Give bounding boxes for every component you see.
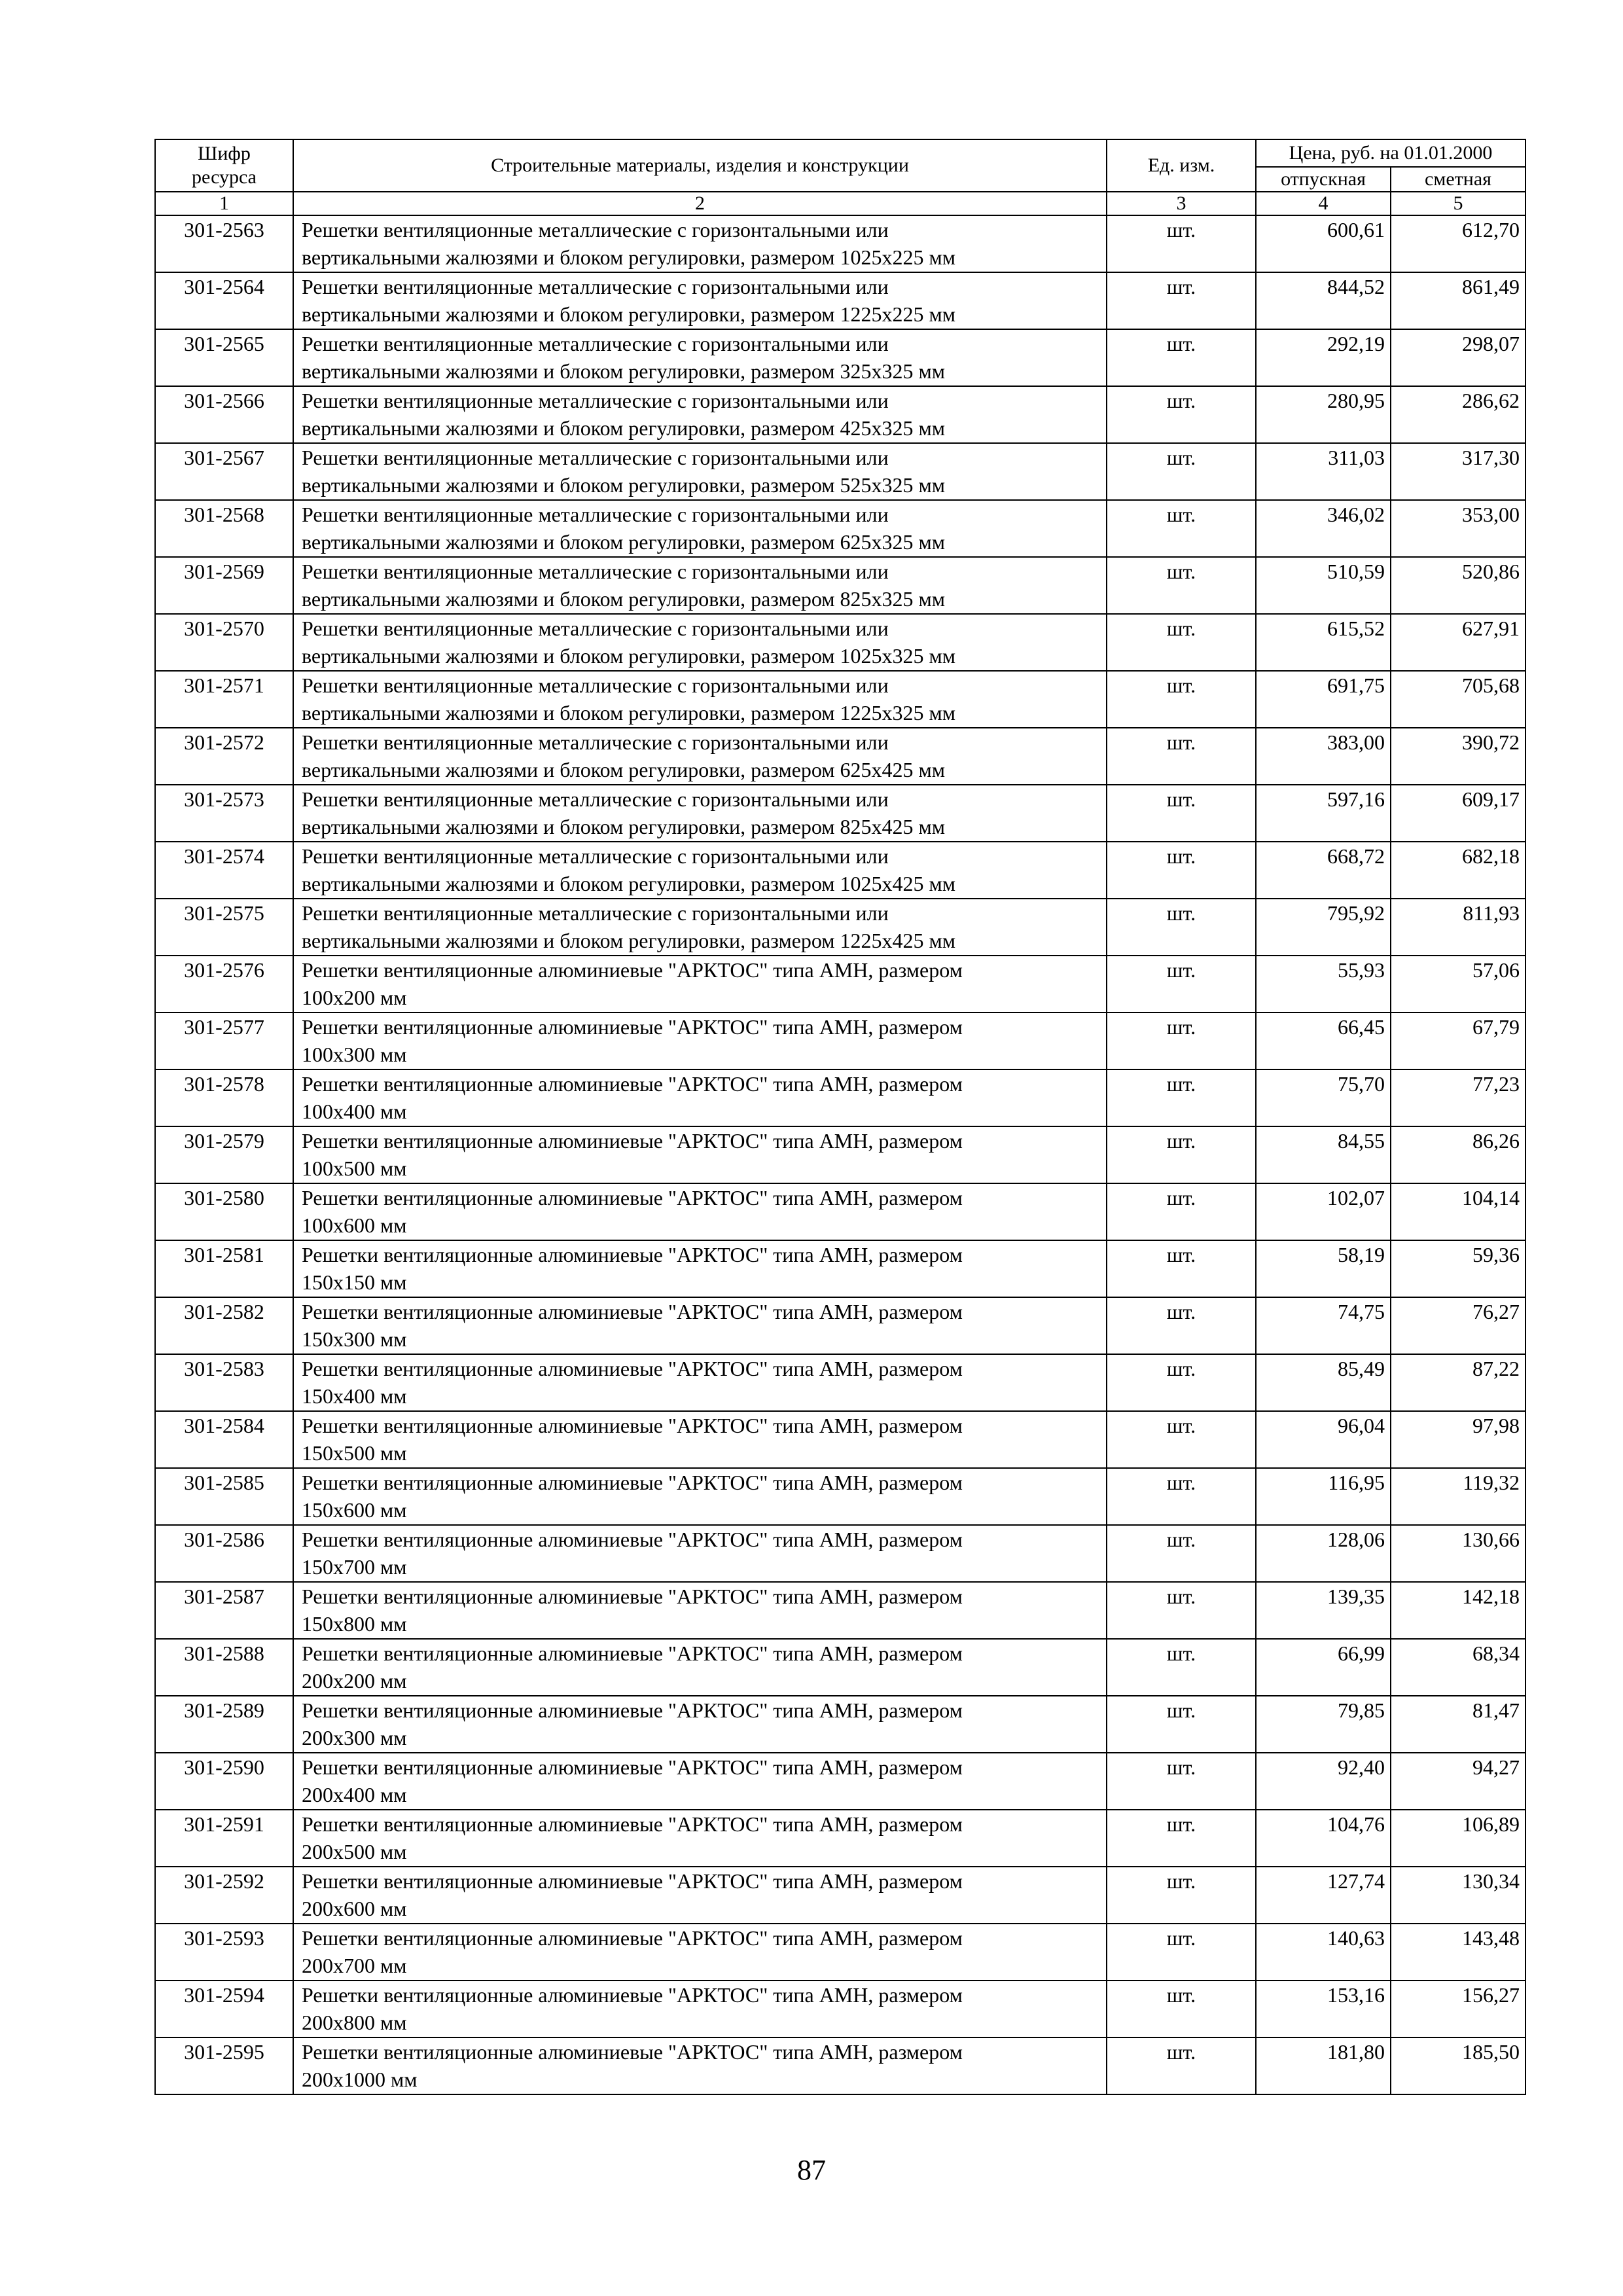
description-line-2: 100х600 мм	[302, 1213, 407, 1237]
unit-of-measure: шт.	[1107, 272, 1256, 329]
estimate-price: 185,50	[1391, 2037, 1525, 2094]
resource-code: 301-2566	[155, 386, 293, 443]
unit-of-measure: шт.	[1107, 443, 1256, 500]
table-row	[155, 899, 1525, 956]
description-line-2: 150х800 мм	[302, 1612, 407, 1636]
description-line-2: вертикальными жалюзями и блоком регулировки, размером 825х325 мм	[302, 587, 946, 611]
table-row	[155, 1696, 1525, 1753]
unit-of-measure: шт.	[1107, 1354, 1256, 1411]
unit-of-measure: шт.	[1107, 1582, 1256, 1639]
material-description	[293, 671, 1107, 728]
unit-of-measure: шт.	[1107, 728, 1256, 785]
description-line-2: вертикальными жалюзями и блоком регулировки, размером 1225х325 мм	[302, 701, 956, 725]
description-line-2: 150х600 мм	[302, 1498, 407, 1522]
description-line-1: Решетки вентиляционные алюминиевые "АРКТОС" типа АМН, размером	[302, 1015, 963, 1039]
unit-of-measure: шт.	[1107, 1867, 1256, 1924]
description-line-1: Решетки вентиляционные алюминиевые "АРКТОС" типа АМН, размером	[302, 1186, 963, 1210]
material-description	[293, 1183, 1107, 1240]
wholesale-price: 128,06	[1256, 1525, 1391, 1582]
unit-of-measure: шт.	[1107, 1696, 1256, 1753]
material-description	[293, 1240, 1107, 1297]
table-row	[155, 1468, 1525, 1525]
material-description	[293, 386, 1107, 443]
resource-code: 301-2567	[155, 443, 293, 500]
wholesale-price: 58,19	[1256, 1240, 1391, 1297]
resource-code: 301-2582	[155, 1297, 293, 1354]
table-row	[155, 1924, 1525, 1981]
table-row	[155, 1411, 1525, 1468]
description-line-1: Решетки вентиляционные алюминиевые "АРКТОС" типа АМН, размером	[302, 1072, 963, 1096]
material-description	[293, 1468, 1107, 1525]
unit-of-measure: шт.	[1107, 1183, 1256, 1240]
description-line-2: 150х700 мм	[302, 1555, 407, 1579]
description-line-1: Решетки вентиляционные алюминиевые "АРКТОС" типа АМН, размером	[302, 1300, 963, 1323]
wholesale-price: 795,92	[1256, 899, 1391, 956]
material-description	[293, 215, 1107, 272]
resource-code: 301-2581	[155, 1240, 293, 1297]
estimate-price: 57,06	[1391, 956, 1525, 1013]
estimate-price: 76,27	[1391, 1297, 1525, 1354]
resource-code: 301-2586	[155, 1525, 293, 1582]
column-number: 4	[1256, 192, 1391, 215]
description-line-2: вертикальными жалюзями и блоком регулировки, размером 1025х425 мм	[302, 872, 956, 895]
unit-of-measure: шт.	[1107, 842, 1256, 899]
table-row	[155, 1354, 1525, 1411]
unit-of-measure: шт.	[1107, 215, 1256, 272]
description-line-2: вертикальными жалюзями и блоком регулировки, размером 1225х425 мм	[302, 929, 956, 952]
table-row	[155, 1069, 1525, 1126]
resource-code: 301-2590	[155, 1753, 293, 1810]
resource-code: 301-2594	[155, 1981, 293, 2037]
header-estimate-price: сметная	[1391, 167, 1525, 192]
resource-code: 301-2571	[155, 671, 293, 728]
table-row	[155, 1297, 1525, 1354]
description-line-1: Решетки вентиляционные металлические с горизонтальными или	[302, 560, 889, 583]
column-number: 1	[155, 192, 293, 215]
table-row	[155, 671, 1525, 728]
description-line-2: 200х300 мм	[302, 1726, 407, 1749]
description-line-2: 200х800 мм	[302, 2011, 407, 2034]
description-line-1: Решетки вентиляционные металлические с горизонтальными или	[302, 901, 889, 925]
material-description	[293, 1753, 1107, 1810]
estimate-price: 520,86	[1391, 557, 1525, 614]
description-line-2: 200х200 мм	[302, 1669, 407, 1693]
estimate-price: 67,79	[1391, 1013, 1525, 1069]
description-line-1: Решетки вентиляционные металлические с горизонтальными или	[302, 617, 889, 640]
wholesale-price: 85,49	[1256, 1354, 1391, 1411]
wholesale-price: 127,74	[1256, 1867, 1391, 1924]
unit-of-measure: шт.	[1107, 386, 1256, 443]
estimate-price: 861,49	[1391, 272, 1525, 329]
unit-of-measure: шт.	[1107, 1468, 1256, 1525]
resource-code: 301-2584	[155, 1411, 293, 1468]
description-line-1: Решетки вентиляционные металлические с горизонтальными или	[302, 218, 889, 242]
estimate-price: 156,27	[1391, 1981, 1525, 2037]
description-line-1: Решетки вентиляционные металлические с горизонтальными или	[302, 446, 889, 469]
unit-of-measure: шт.	[1107, 2037, 1256, 2094]
resource-code: 301-2580	[155, 1183, 293, 1240]
description-line-2: вертикальными жалюзями и блоком регулировки, размером 625х325 мм	[302, 530, 946, 554]
unit-of-measure: шт.	[1107, 1013, 1256, 1069]
table-row	[155, 842, 1525, 899]
wholesale-price: 615,52	[1256, 614, 1391, 671]
unit-of-measure: шт.	[1107, 1810, 1256, 1867]
resource-code: 301-2574	[155, 842, 293, 899]
description-line-1: Решетки вентиляционные металлические с горизонтальными или	[302, 275, 889, 298]
description-line-1: Решетки вентиляционные алюминиевые "АРКТОС" типа АМН, размером	[302, 1641, 963, 1665]
description-line-1: Решетки вентиляционные алюминиевые "АРКТОС" типа АМН, размером	[302, 1471, 963, 1494]
description-line-2: 100х500 мм	[302, 1157, 407, 1180]
header-resource-code-line2: ресурса	[192, 166, 257, 188]
table-row	[155, 1013, 1525, 1069]
table-row	[155, 1126, 1525, 1183]
unit-of-measure: шт.	[1107, 1069, 1256, 1126]
estimate-price: 106,89	[1391, 1810, 1525, 1867]
unit-of-measure: шт.	[1107, 500, 1256, 557]
unit-of-measure: шт.	[1107, 1240, 1256, 1297]
material-description	[293, 1126, 1107, 1183]
resource-code: 301-2587	[155, 1582, 293, 1639]
material-description	[293, 1981, 1107, 2037]
resource-code: 301-2583	[155, 1354, 293, 1411]
wholesale-price: 597,16	[1256, 785, 1391, 842]
resource-code: 301-2576	[155, 956, 293, 1013]
description-line-2: 150х150 мм	[302, 1270, 407, 1294]
table-header	[155, 139, 1525, 215]
wholesale-price: 383,00	[1256, 728, 1391, 785]
description-line-2: вертикальными жалюзями и блоком регулировки, размером 425х325 мм	[302, 416, 946, 440]
resource-code: 301-2589	[155, 1696, 293, 1753]
estimate-price: 119,32	[1391, 1468, 1525, 1525]
description-line-1: Решетки вентиляционные алюминиевые "АРКТОС" типа АМН, размером	[302, 1129, 963, 1153]
table-row	[155, 1183, 1525, 1240]
description-line-1: Решетки вентиляционные металлические с горизонтальными или	[302, 673, 889, 697]
resource-code: 301-2588	[155, 1639, 293, 1696]
table-row	[155, 1810, 1525, 1867]
wholesale-price: 139,35	[1256, 1582, 1391, 1639]
table-row	[155, 728, 1525, 785]
material-description	[293, 785, 1107, 842]
wholesale-price: 311,03	[1256, 443, 1391, 500]
wholesale-price: 844,52	[1256, 272, 1391, 329]
description-line-2: вертикальными жалюзями и блоком регулировки, размером 1225х225 мм	[302, 302, 956, 326]
table-body	[155, 215, 1525, 2094]
material-description	[293, 1411, 1107, 1468]
resource-code: 301-2569	[155, 557, 293, 614]
header-resource-code	[155, 139, 293, 192]
estimate-price: 97,98	[1391, 1411, 1525, 1468]
table-row	[155, 1981, 1525, 2037]
resource-code: 301-2578	[155, 1069, 293, 1126]
wholesale-price: 66,99	[1256, 1639, 1391, 1696]
material-description	[293, 1696, 1107, 1753]
wholesale-price: 96,04	[1256, 1411, 1391, 1468]
wholesale-price: 292,19	[1256, 329, 1391, 386]
price-table	[154, 139, 1526, 2095]
description-line-2: 200х600 мм	[302, 1897, 407, 1920]
unit-of-measure: шт.	[1107, 1126, 1256, 1183]
material-description	[293, 2037, 1107, 2094]
unit-of-measure: шт.	[1107, 1525, 1256, 1582]
wholesale-price: 510,59	[1256, 557, 1391, 614]
resource-code: 301-2575	[155, 899, 293, 956]
unit-of-measure: шт.	[1107, 1297, 1256, 1354]
material-description	[293, 1297, 1107, 1354]
table-row	[155, 1753, 1525, 1810]
wholesale-price: 346,02	[1256, 500, 1391, 557]
column-number: 5	[1391, 192, 1525, 215]
estimate-price: 811,93	[1391, 899, 1525, 956]
resource-code: 301-2591	[155, 1810, 293, 1867]
wholesale-price: 600,61	[1256, 215, 1391, 272]
wholesale-price: 280,95	[1256, 386, 1391, 443]
description-line-2: вертикальными жалюзями и блоком регулировки, размером 625х425 мм	[302, 758, 946, 781]
description-line-1: Решетки вентиляционные алюминиевые "АРКТОС" типа АМН, размером	[302, 1926, 963, 1950]
description-line-1: Решетки вентиляционные алюминиевые "АРКТОС" типа АМН, размером	[302, 1357, 963, 1380]
table-row	[155, 215, 1525, 272]
estimate-price: 94,27	[1391, 1753, 1525, 1810]
description-line-2: 150х300 мм	[302, 1327, 407, 1351]
unit-of-measure: шт.	[1107, 1639, 1256, 1696]
description-line-1: Решетки вентиляционные металлические с горизонтальными или	[302, 787, 889, 811]
material-description	[293, 614, 1107, 671]
material-description	[293, 1582, 1107, 1639]
description-line-1: Решетки вентиляционные металлические с горизонтальными или	[302, 730, 889, 754]
resource-code: 301-2577	[155, 1013, 293, 1069]
material-description	[293, 557, 1107, 614]
price-table-container	[154, 139, 1525, 2095]
material-description	[293, 443, 1107, 500]
table-row	[155, 614, 1525, 671]
header-unit: Ед. изм.	[1107, 139, 1256, 192]
header-price: Цена, руб. на 01.01.2000	[1256, 139, 1525, 167]
wholesale-price: 55,93	[1256, 956, 1391, 1013]
description-line-1: Решетки вентиляционные алюминиевые "АРКТОС" типа АМН, размером	[302, 1983, 963, 2007]
estimate-price: 353,00	[1391, 500, 1525, 557]
wholesale-price: 92,40	[1256, 1753, 1391, 1810]
table-row	[155, 1639, 1525, 1696]
estimate-price: 59,36	[1391, 1240, 1525, 1297]
wholesale-price: 140,63	[1256, 1924, 1391, 1981]
resource-code: 301-2564	[155, 272, 293, 329]
wholesale-price: 116,95	[1256, 1468, 1391, 1525]
estimate-price: 286,62	[1391, 386, 1525, 443]
resource-code: 301-2563	[155, 215, 293, 272]
resource-code: 301-2592	[155, 1867, 293, 1924]
description-line-2: 100х300 мм	[302, 1043, 407, 1066]
table-row	[155, 2037, 1525, 2094]
description-line-1: Решетки вентиляционные металлические с горизонтальными или	[302, 844, 889, 868]
description-line-1: Решетки вентиляционные металлические с горизонтальными или	[302, 332, 889, 355]
unit-of-measure: шт.	[1107, 671, 1256, 728]
resource-code: 301-2585	[155, 1468, 293, 1525]
description-line-1: Решетки вентиляционные алюминиевые "АРКТОС" типа АМН, размером	[302, 1812, 963, 1836]
wholesale-price: 66,45	[1256, 1013, 1391, 1069]
unit-of-measure: шт.	[1107, 1753, 1256, 1810]
description-line-2: 100х200 мм	[302, 986, 407, 1009]
estimate-price: 390,72	[1391, 728, 1525, 785]
wholesale-price: 84,55	[1256, 1126, 1391, 1183]
description-line-1: Решетки вентиляционные алюминиевые "АРКТОС" типа АМН, размером	[302, 1243, 963, 1266]
column-number: 2	[293, 192, 1107, 215]
resource-code: 301-2579	[155, 1126, 293, 1183]
estimate-price: 142,18	[1391, 1582, 1525, 1639]
wholesale-price: 104,76	[1256, 1810, 1391, 1867]
description-line-2: 150х500 мм	[302, 1441, 407, 1465]
estimate-price: 68,34	[1391, 1639, 1525, 1696]
material-description	[293, 1924, 1107, 1981]
description-line-1: Решетки вентиляционные алюминиевые "АРКТОС" типа АМН, размером	[302, 2040, 963, 2064]
estimate-price: 130,66	[1391, 1525, 1525, 1582]
material-description	[293, 1639, 1107, 1696]
estimate-price: 81,47	[1391, 1696, 1525, 1753]
estimate-price: 705,68	[1391, 671, 1525, 728]
unit-of-measure: шт.	[1107, 614, 1256, 671]
unit-of-measure: шт.	[1107, 899, 1256, 956]
material-description	[293, 1867, 1107, 1924]
description-line-1: Решетки вентиляционные алюминиевые "АРКТОС" типа АМН, размером	[302, 1869, 963, 1893]
resource-code: 301-2595	[155, 2037, 293, 2094]
estimate-price: 104,14	[1391, 1183, 1525, 1240]
table-row	[155, 329, 1525, 386]
table-row	[155, 443, 1525, 500]
resource-code: 301-2573	[155, 785, 293, 842]
table-row	[155, 785, 1525, 842]
estimate-price: 612,70	[1391, 215, 1525, 272]
description-line-1: Решетки вентиляционные алюминиевые "АРКТОС" типа АМН, размером	[302, 1528, 963, 1551]
description-line-2: 150х400 мм	[302, 1384, 407, 1408]
material-description	[293, 1354, 1107, 1411]
description-line-2: 200х700 мм	[302, 1954, 407, 1977]
unit-of-measure: шт.	[1107, 1981, 1256, 2037]
estimate-price: 609,17	[1391, 785, 1525, 842]
header-materials: Строительные материалы, изделия и конструкции	[293, 139, 1107, 192]
description-line-2: 200х500 мм	[302, 1840, 407, 1863]
material-description	[293, 956, 1107, 1013]
material-description	[293, 1525, 1107, 1582]
wholesale-price: 153,16	[1256, 1981, 1391, 2037]
header-wholesale-price: отпускная	[1256, 167, 1391, 192]
material-description	[293, 272, 1107, 329]
wholesale-price: 79,85	[1256, 1696, 1391, 1753]
description-line-1: Решетки вентиляционные алюминиевые "АРКТОС" типа АМН, размером	[302, 1698, 963, 1722]
description-line-1: Решетки вентиляционные алюминиевые "АРКТОС" типа АМН, размером	[302, 1755, 963, 1779]
header-resource-code-line1: Шифр	[198, 143, 251, 164]
material-description	[293, 1013, 1107, 1069]
material-description	[293, 728, 1107, 785]
estimate-price: 317,30	[1391, 443, 1525, 500]
description-line-1: Решетки вентиляционные алюминиевые "АРКТОС" типа АМН, размером	[302, 1585, 963, 1608]
unit-of-measure: шт.	[1107, 329, 1256, 386]
description-line-1: Решетки вентиляционные алюминиевые "АРКТОС" типа АМН, размером	[302, 958, 963, 982]
unit-of-measure: шт.	[1107, 1411, 1256, 1468]
estimate-price: 627,91	[1391, 614, 1525, 671]
description-line-2: вертикальными жалюзями и блоком регулировки, размером 525х325 мм	[302, 473, 946, 497]
table-row	[155, 557, 1525, 614]
description-line-1: Решетки вентиляционные металлические с горизонтальными или	[302, 503, 889, 526]
table-row	[155, 386, 1525, 443]
unit-of-measure: шт.	[1107, 557, 1256, 614]
description-line-2: 200х1000 мм	[302, 2068, 418, 2091]
description-line-2: вертикальными жалюзями и блоком регулировки, размером 325х325 мм	[302, 359, 946, 383]
material-description	[293, 1069, 1107, 1126]
material-description	[293, 329, 1107, 386]
material-description	[293, 842, 1107, 899]
unit-of-measure: шт.	[1107, 785, 1256, 842]
material-description	[293, 1810, 1107, 1867]
table-row	[155, 272, 1525, 329]
resource-code: 301-2568	[155, 500, 293, 557]
wholesale-price: 691,75	[1256, 671, 1391, 728]
description-line-1: Решетки вентиляционные металлические с горизонтальными или	[302, 389, 889, 412]
wholesale-price: 668,72	[1256, 842, 1391, 899]
description-line-2: вертикальными жалюзями и блоком регулировки, размером 1025х225 мм	[302, 245, 956, 269]
material-description	[293, 899, 1107, 956]
table-row	[155, 1525, 1525, 1582]
material-description	[293, 500, 1107, 557]
resource-code: 301-2570	[155, 614, 293, 671]
estimate-price: 298,07	[1391, 329, 1525, 386]
column-number: 3	[1107, 192, 1256, 215]
table-row	[155, 1867, 1525, 1924]
description-line-2: вертикальными жалюзями и блоком регулировки, размером 825х425 мм	[302, 815, 946, 838]
unit-of-measure: шт.	[1107, 1924, 1256, 1981]
estimate-price: 130,34	[1391, 1867, 1525, 1924]
table-row	[155, 1582, 1525, 1639]
description-line-2: вертикальными жалюзями и блоком регулировки, размером 1025х325 мм	[302, 644, 956, 668]
estimate-price: 143,48	[1391, 1924, 1525, 1981]
wholesale-price: 74,75	[1256, 1297, 1391, 1354]
resource-code: 301-2565	[155, 329, 293, 386]
description-line-2: 100х400 мм	[302, 1100, 407, 1123]
description-line-1: Решетки вентиляционные алюминиевые "АРКТОС" типа АМН, размером	[302, 1414, 963, 1437]
wholesale-price: 75,70	[1256, 1069, 1391, 1126]
resource-code: 301-2572	[155, 728, 293, 785]
wholesale-price: 102,07	[1256, 1183, 1391, 1240]
table-row	[155, 956, 1525, 1013]
unit-of-measure: шт.	[1107, 956, 1256, 1013]
wholesale-price: 181,80	[1256, 2037, 1391, 2094]
estimate-price: 86,26	[1391, 1126, 1525, 1183]
page-number: 87	[797, 2154, 826, 2186]
estimate-price: 77,23	[1391, 1069, 1525, 1126]
table-row	[155, 1240, 1525, 1297]
table-row	[155, 500, 1525, 557]
estimate-price: 87,22	[1391, 1354, 1525, 1411]
resource-code: 301-2593	[155, 1924, 293, 1981]
description-line-2: 200х400 мм	[302, 1783, 407, 1806]
estimate-price: 682,18	[1391, 842, 1525, 899]
